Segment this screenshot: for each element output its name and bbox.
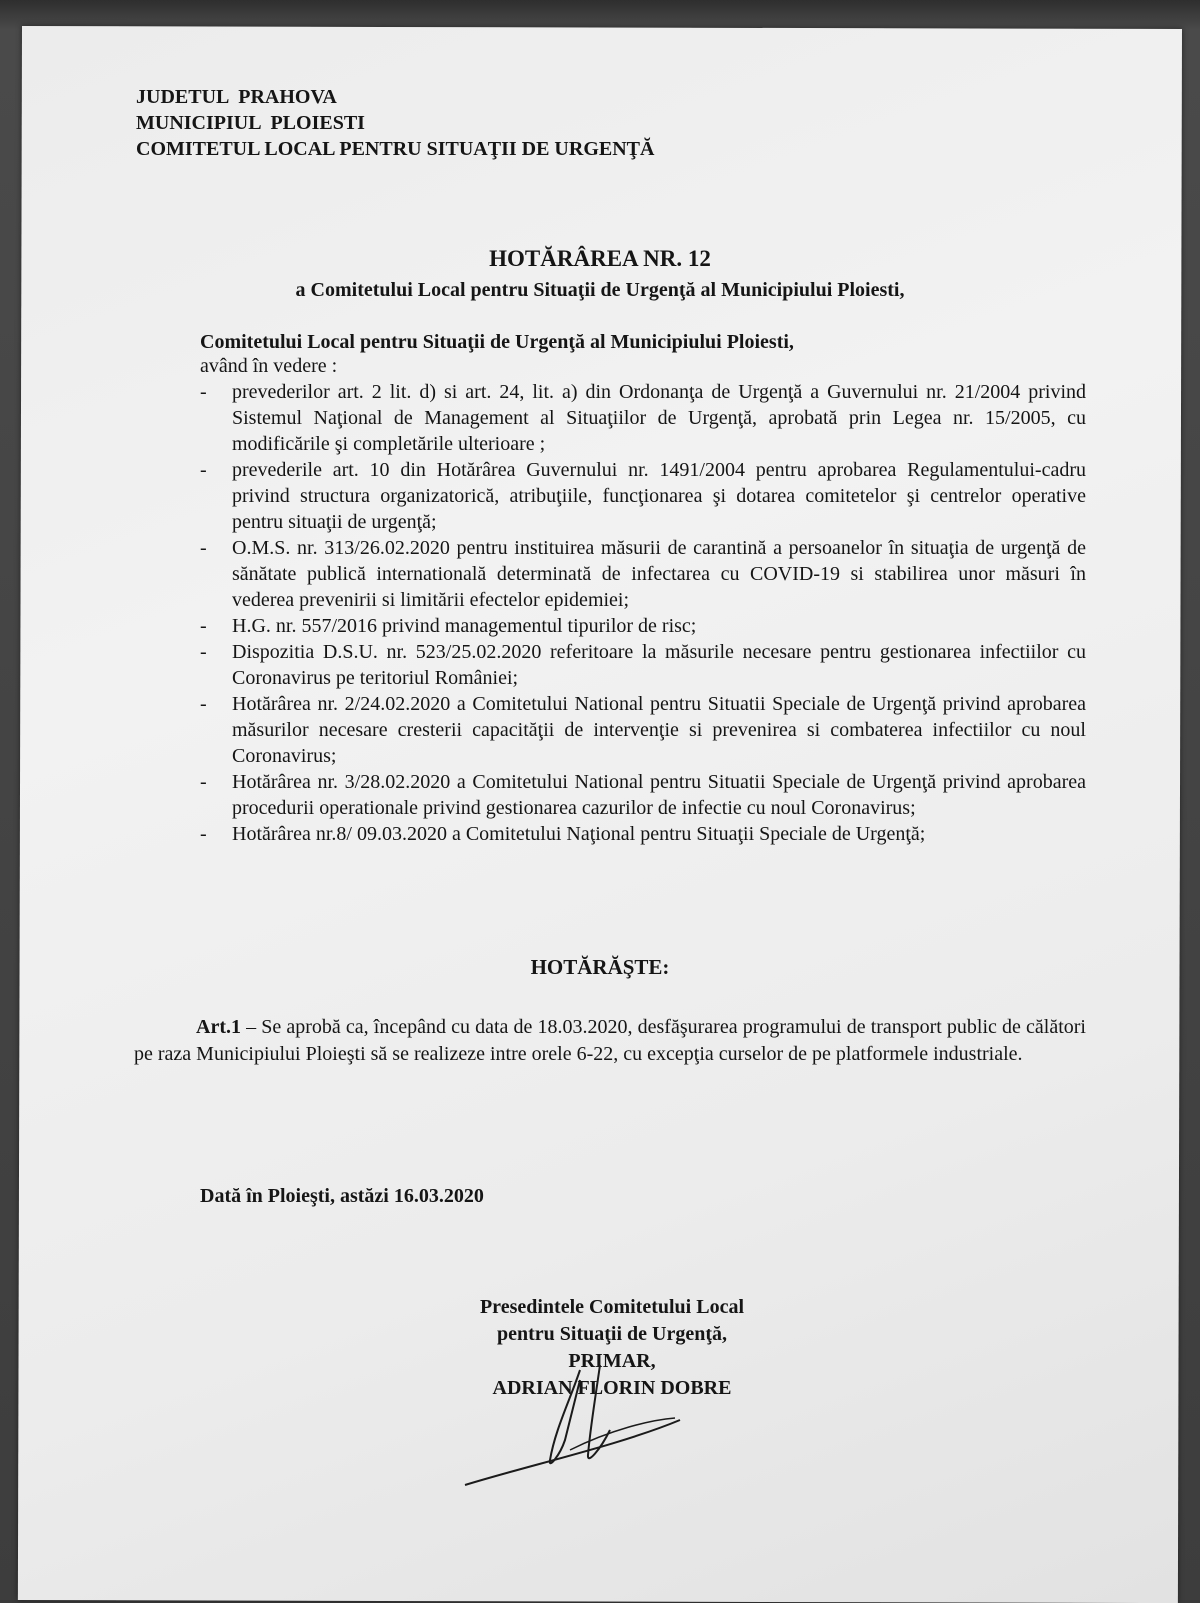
list-item: - H.G. nr. 557/2016 privind managementul tipurilor de risc;	[200, 613, 1086, 639]
intro-considering: având în vedere :	[200, 355, 338, 377]
signatory-role: PRIMAR,	[568, 1350, 656, 1372]
list-item: - Hotărârea nr. 3/28.02.2020 a Comitetului National pentru Situatii Speciale de Urgenţă privind aprobarea procedurii operationale privind gestionarea cazurilor de infectie cu noul Coronavirus;	[200, 769, 1086, 821]
header-committee: COMITETUL LOCAL PENTRU SITUAŢII DE URGENŢĂ	[136, 138, 655, 160]
signatory-title-2: pentru Situaţii de Urgenţă,	[497, 1323, 727, 1345]
institution-header	[136, 84, 654, 162]
signatory-title: Presedintele Comitetului Local	[479, 1296, 745, 1318]
list-item: - Dispozitia D.S.U. nr. 523/25.02.2020 referitoare la măsurile necesare pentru gestionarea infectiilor cu Coronavirus pe teritoriul României;	[200, 639, 1086, 691]
list-item: - prevederilor art. 2 lit. d) si art. 24, lit. a) din Ordonanţa de Urgenţă a Guvernului nr. 21/2004 privind Sistemul Naţional de Management al Situaţiilor de Urgenţă, aprobată prin Legea nr. 15/2005, cu modificările şi completările ulterioare ;	[200, 379, 1086, 457]
considerations-list	[200, 379, 1086, 847]
decision-heading: HOTĂRĂŞTE:	[530, 955, 670, 979]
list-item: - O.M.S. nr. 313/26.02.2020 pentru instituirea măsurii de carantină a persoanelor în situaţia de urgenţă de sănătate publică internatională determinată de infectarea cu COVID-19 si stabilirea unor măsuri în vederea prevenirii si limitării efectelor epidemiei;	[200, 535, 1086, 613]
intro-org: Comitetului Local pentru Situaţii de Urgenţă al Municipiului Ploiesti,	[200, 331, 794, 353]
article-1	[134, 1014, 1086, 1068]
document-title: HOTĂRÂREA NR. 12	[489, 246, 711, 271]
intro	[200, 330, 794, 378]
signatory-name: ADRIAN FLORIN DOBRE	[492, 1377, 732, 1399]
handwritten-signature	[450, 1360, 770, 1510]
list-item: - prevederile art. 10 din Hotărârea Guvernului nr. 1491/2004 pentru aprobarea Regulamentului-cadru privind structura organizatorică, atribuţiile, funcţionarea şi dotarea comitetelor şi centrelor operative pentru situaţii de urgenţă;	[200, 457, 1086, 535]
list-item: - Hotărârea nr.8/ 09.03.2020 a Comitetului Naţional pentru Situaţii Speciale de Urgenţă;	[200, 821, 1086, 847]
list-item: - Hotărârea nr. 2/24.02.2020 a Comitetului National pentru Situatii Speciale de Urgenţă privind aprobarea măsurilor necesare cresterii capacităţii de intervenţie si prevenirea si combaterea infectiilor cu noul Coronavirus;	[200, 691, 1086, 769]
document-subtitle: a Comitetului Local pentru Situaţii de Urgenţă al Municipiului Ploiesti,	[295, 279, 905, 301]
date-line: Dată în Ploieşti, astăzi 16.03.2020	[200, 1185, 484, 1207]
header-county: JUDETUL PRAHOVA	[136, 86, 337, 108]
article-text: – Se aprobă ca, începând cu data de 18.03.2020, desfăşurarea programului de transport public de călători pe raza Municipiului Ploieşti să se realizeze intre orele 6-22, cu excepţia curselor de pe platformele industriale.	[134, 1016, 1086, 1065]
header-municipality: MUNICIPIUL PLOIESTI	[136, 112, 365, 134]
article-label: Art.1	[196, 1016, 241, 1038]
